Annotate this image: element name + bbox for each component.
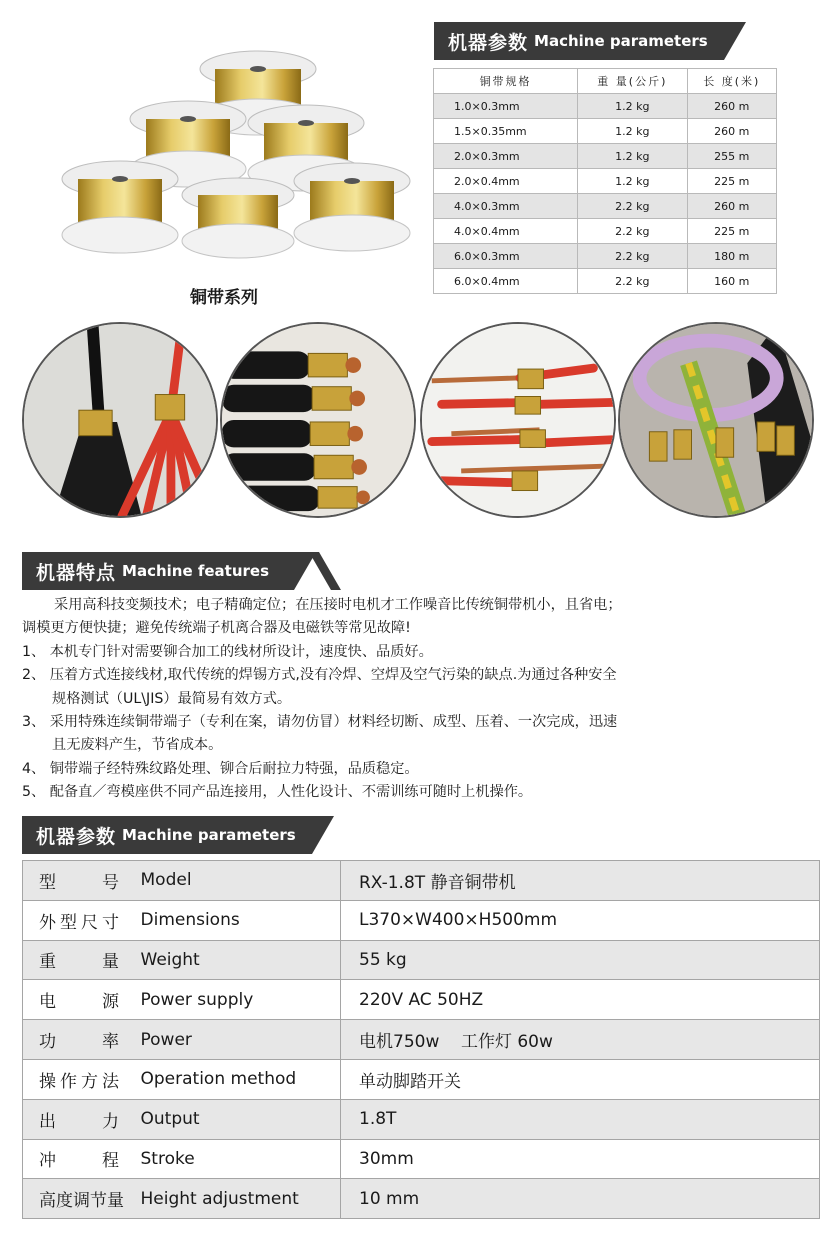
copper-strip-spools-image [60, 45, 420, 265]
spec-label-en: Power supply [133, 980, 341, 1020]
wire-sample-3-icon [420, 322, 616, 518]
spec-label-en: Weight [133, 940, 341, 980]
banner-title-en: Machine parameters [534, 32, 708, 50]
spec-label-en: Model [133, 861, 341, 901]
table-row [23, 980, 820, 1020]
spools-caption: 铜带系列 [190, 288, 258, 308]
banner-title-zh: 机器参数 [36, 825, 117, 848]
spec-label-zh: 高度调节量 [39, 1191, 124, 1212]
table-row [23, 1020, 820, 1060]
spec-value: L370×W400×H500mm [341, 900, 820, 940]
table-cell: 1.2 kg [578, 144, 687, 169]
spec-label-zh: 功率 [39, 1032, 119, 1053]
column-header: 长 度(米) [687, 69, 776, 94]
banner-title-zh: 机器特点 [36, 561, 117, 584]
spec-label-zh: 冲程 [39, 1151, 119, 1172]
spec-label-zh: 电源 [39, 992, 119, 1013]
spec-section-banner [22, 816, 334, 854]
table-cell: 1.0×0.3mm [434, 94, 578, 119]
feature-item: 3、 采用特殊连续铜带端子（专利在案，请勿仿冒）材料经切断、成型、压着、一次完成，迅速 [22, 714, 618, 731]
machine-spec-table [22, 860, 820, 1219]
feature-item: 1、 本机专门针对需要铆合加工的线材所设计，速度快、品质好。 [22, 643, 433, 660]
table-cell: 225 m [687, 169, 776, 194]
table-cell: 1.2 kg [578, 169, 687, 194]
table-row [23, 861, 820, 901]
table-row [434, 219, 777, 244]
spec-label-zh: 外型尺寸 [39, 912, 119, 933]
banner-title-en: Machine features [122, 562, 270, 580]
feature-item-continued: 规格测试（UL\JIS）最简易有效方式。 [52, 690, 292, 707]
table-cell: 1.2 kg [578, 119, 687, 144]
table-cell: 2.0×0.4mm [434, 169, 578, 194]
feature-item-continued: 且无废料产生，节省成本。 [52, 737, 223, 754]
table-cell: 2.2 kg [578, 219, 687, 244]
column-header: 重 量(公斤) [578, 69, 687, 94]
table-row [434, 144, 777, 169]
features-intro: 采用高科技变频技术；电子精确定位；在压接时电机才工作噪音比传统铜带机小，且省电； [54, 597, 622, 613]
spec-value: 单动脚踏开关 [341, 1059, 820, 1099]
table-row [434, 269, 777, 294]
spec-label-en: Dimensions [133, 900, 341, 940]
table-cell: 160 m [687, 269, 776, 294]
spec-label-en: Output [133, 1099, 341, 1139]
table-header-row [434, 69, 777, 94]
feature-item: 2、 压着方式连接线材,取代传统的焊锡方式,没有冷焊、空焊及空气污染的缺点.为通过各种安全 [22, 667, 617, 684]
spec-value: 电机750w 工作灯 60w [341, 1020, 820, 1060]
table-cell: 225 m [687, 219, 776, 244]
spec-value: RX-1.8T 静音铜带机 [341, 861, 820, 901]
wire-sample-1-icon [22, 322, 218, 518]
table-row [23, 940, 820, 980]
spec-value: 10 mm [341, 1179, 820, 1219]
table-cell: 1.2 kg [578, 94, 687, 119]
table-cell: 4.0×0.4mm [434, 219, 578, 244]
spec-label-zh: 型号 [39, 872, 119, 893]
features-list [22, 594, 822, 805]
spec-label-en: Operation method [133, 1059, 341, 1099]
table-row [434, 169, 777, 194]
spec-label-en: Stroke [133, 1139, 341, 1179]
table-row [23, 1099, 820, 1139]
table-cell: 260 m [687, 94, 776, 119]
table-row [434, 119, 777, 144]
table-cell: 2.0×0.3mm [434, 144, 578, 169]
table-cell: 2.2 kg [578, 194, 687, 219]
table-row [23, 1139, 820, 1179]
banner-tail [724, 22, 746, 60]
table-row [23, 1179, 820, 1219]
table-row [434, 244, 777, 269]
table-cell: 255 m [687, 144, 776, 169]
table-cell: 6.0×0.3mm [434, 244, 578, 269]
spec-label-en: Power [133, 1020, 341, 1060]
spec-label-zh: 出力 [39, 1111, 119, 1132]
spec-label-zh: 操作方法 [39, 1071, 119, 1092]
table-cell: 180 m [687, 244, 776, 269]
wire-sample-2-icon [220, 322, 416, 518]
features-section-banner [22, 552, 330, 590]
table-row [434, 94, 777, 119]
top-section-banner [434, 22, 746, 60]
table-cell: 260 m [687, 194, 776, 219]
table-row [23, 1059, 820, 1099]
spec-value: 55 kg [341, 940, 820, 980]
table-cell: 2.2 kg [578, 269, 687, 294]
table-cell: 1.5×0.35mm [434, 119, 578, 144]
banner-title-en: Machine parameters [122, 826, 296, 844]
table-cell: 6.0×0.4mm [434, 269, 578, 294]
banner-title-zh: 机器参数 [448, 31, 529, 54]
spec-value: 1.8T [341, 1099, 820, 1139]
copper-strip-spec-table [433, 68, 777, 294]
spool-icon [182, 178, 294, 258]
spec-value: 220V AC 50HZ [341, 980, 820, 1020]
spec-label-zh: 重量 [39, 952, 119, 973]
feature-item: 5、 配备直／弯模座供不同产品连接用，人性化设计、不需训练可随时上机操作。 [22, 784, 533, 801]
column-header: 铜带规格 [434, 69, 578, 94]
spec-value: 30mm [341, 1139, 820, 1179]
wire-sample-4-icon [618, 322, 814, 518]
spec-label-en: Height adjustment [133, 1179, 341, 1219]
spool-icon [62, 161, 178, 253]
features-intro: 调模更方便快捷；避免传统端子机离合器及电磁铁等常见故障! [22, 620, 411, 637]
table-row [434, 194, 777, 219]
spool-icon [294, 163, 410, 251]
feature-item: 4、 铜带端子经特殊纹路处理、铆合后耐拉力特强，品质稳定。 [22, 760, 419, 777]
table-cell: 4.0×0.3mm [434, 194, 578, 219]
banner-tail [312, 816, 334, 854]
table-row [23, 900, 820, 940]
table-cell: 260 m [687, 119, 776, 144]
table-cell: 2.2 kg [578, 244, 687, 269]
